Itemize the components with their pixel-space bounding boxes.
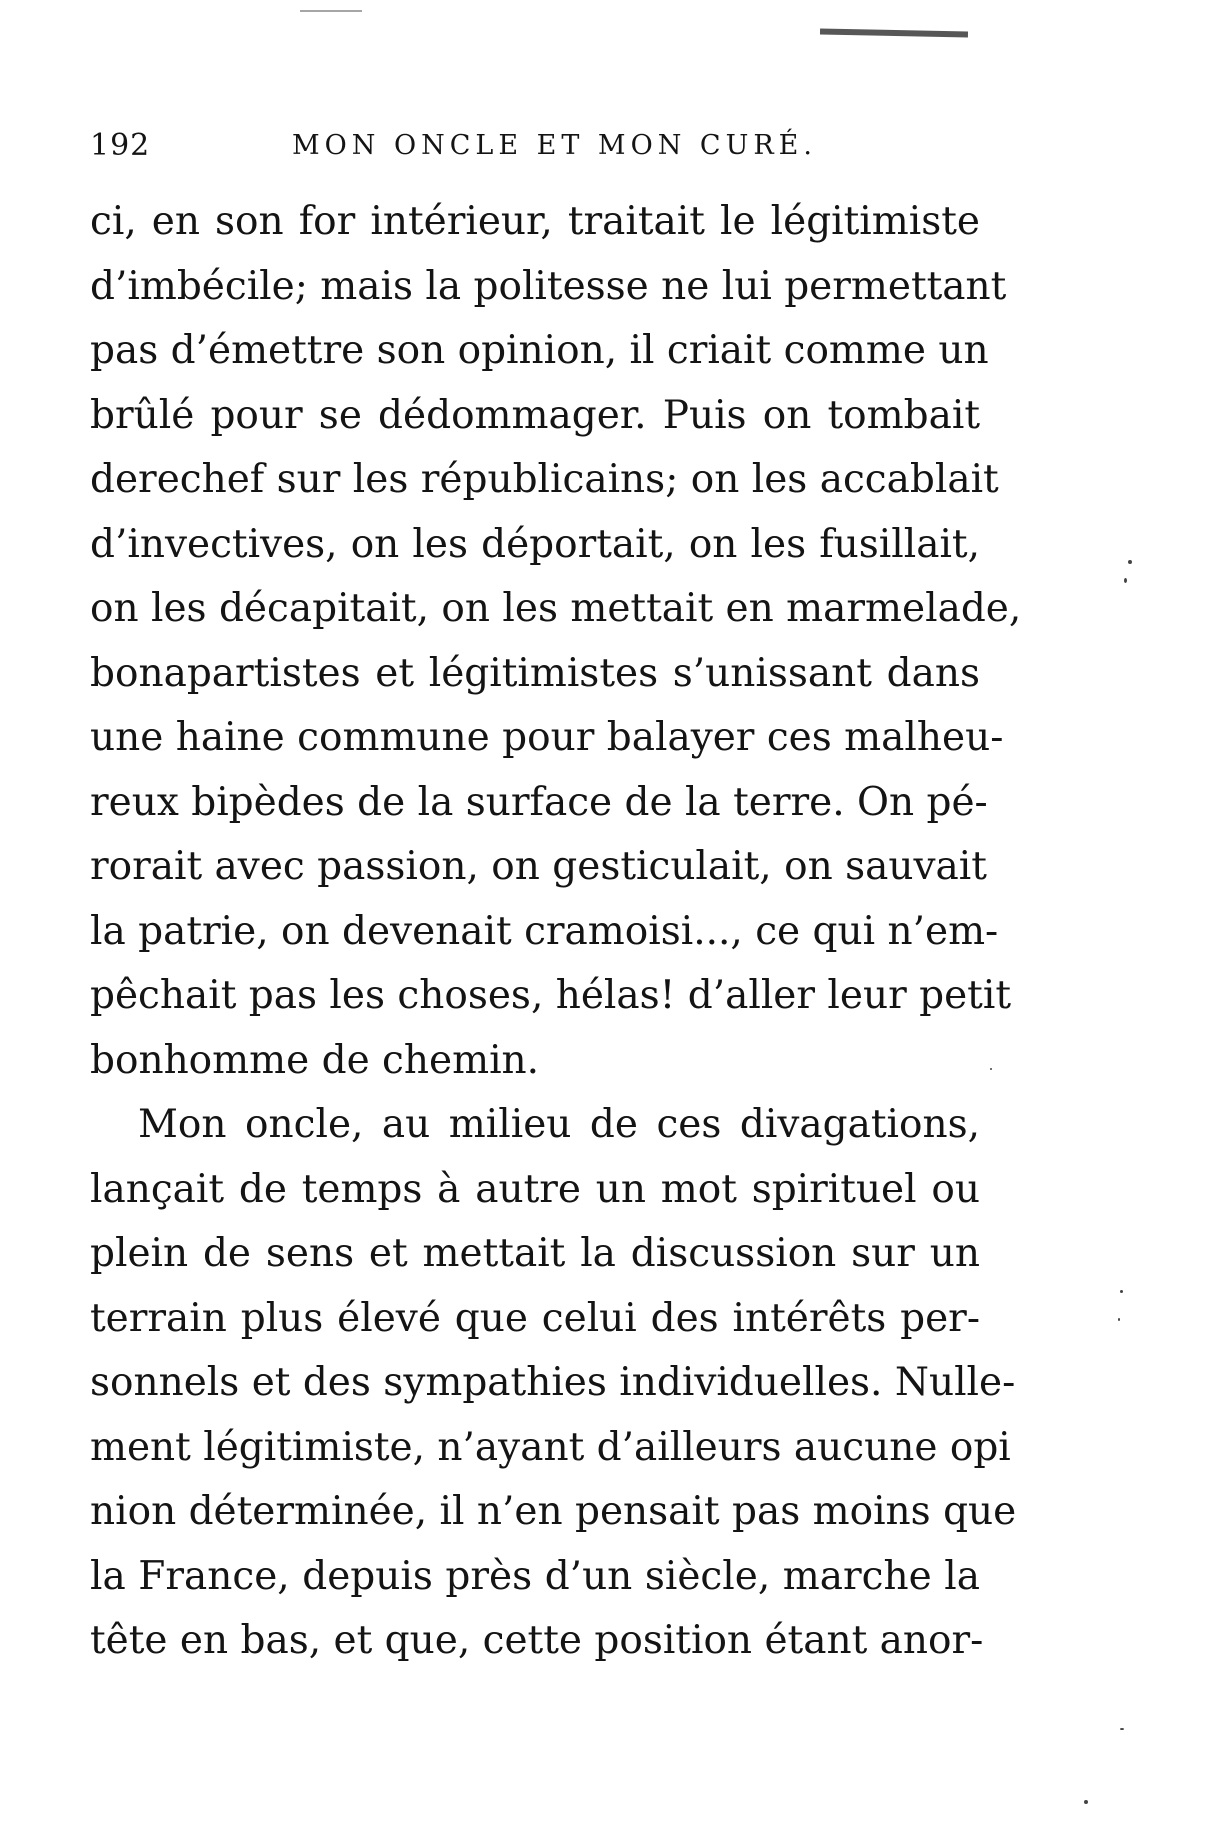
paragraph [90,1093,1017,1674]
scan-speck [1118,1318,1120,1321]
scan-speck [1124,578,1127,583]
text-line: Mon oncle, au milieu de ces divagations, [138,1102,980,1147]
page-header [90,128,990,172]
page-number: 192 [90,128,151,163]
text-line: tête en bas, et que, cette position étant anor- [90,1618,984,1663]
body-text [90,190,1022,1674]
scan-speck [1120,1290,1123,1293]
text-line: plein de sens et mettait la discussion sur un [90,1231,980,1276]
scan-speck [1120,1728,1124,1730]
text-line: pêchait pas les choses, hélas! d’aller leur petit [90,973,1011,1018]
text-line: une haine commune pour balayer ces malheu- [90,715,1004,760]
scan-artifact [300,10,362,12]
scan-speck [990,1068,992,1070]
scan-speck [1128,560,1132,564]
text-line: la France, depuis près d’un siècle, marche la [90,1553,980,1599]
text-line: terrain plus élevé que celui des intérêts per- [90,1295,980,1341]
text-line: nion déterminée, il n’en pensait pas moins que [90,1489,1017,1534]
text-line: pas d’émettre son opinion, il criait comme un [90,328,989,373]
text-line: ment légitimiste, n’ayant d’ailleurs aucune opi [90,1424,1011,1470]
text-line: sonnels et des sympathies individuelles. Nulle- [90,1360,1016,1405]
text-line: la patrie, on devenait cramoisi..., ce qui n’em- [90,908,999,954]
text-line: lançait de temps à autre un mot spirituel ou [90,1166,980,1212]
text-line: bonapartistes et légitimistes s’unissant dans [90,650,980,696]
text-line: ci, en son for intérieur, traitait le légitimiste [90,199,980,244]
text-line: on les décapitait, on les mettait en marmelade, [90,586,1022,631]
scan-speck [1084,1800,1088,1804]
text-line: d’invectives, on les déportait, on les fusillait, [90,521,980,567]
running-title: MON ONCLE ET MON CURÉ. [292,130,817,161]
text-line: derechef sur les républicains; on les accablait [90,457,999,502]
text-line: bonhomme de chemin. [90,1037,540,1083]
paragraph [90,190,1022,1093]
text-line: rorait avec passion, on gesticulait, on sauvait [90,844,987,889]
text-line: brûlé pour se dédommager. Puis on tombait [90,392,980,438]
text-line: reux bipèdes de la surface de la terre. On pé- [90,779,988,825]
text-line: d’imbécile; mais la politesse ne lui permettant [90,263,1007,309]
scan-artifact [820,28,968,37]
